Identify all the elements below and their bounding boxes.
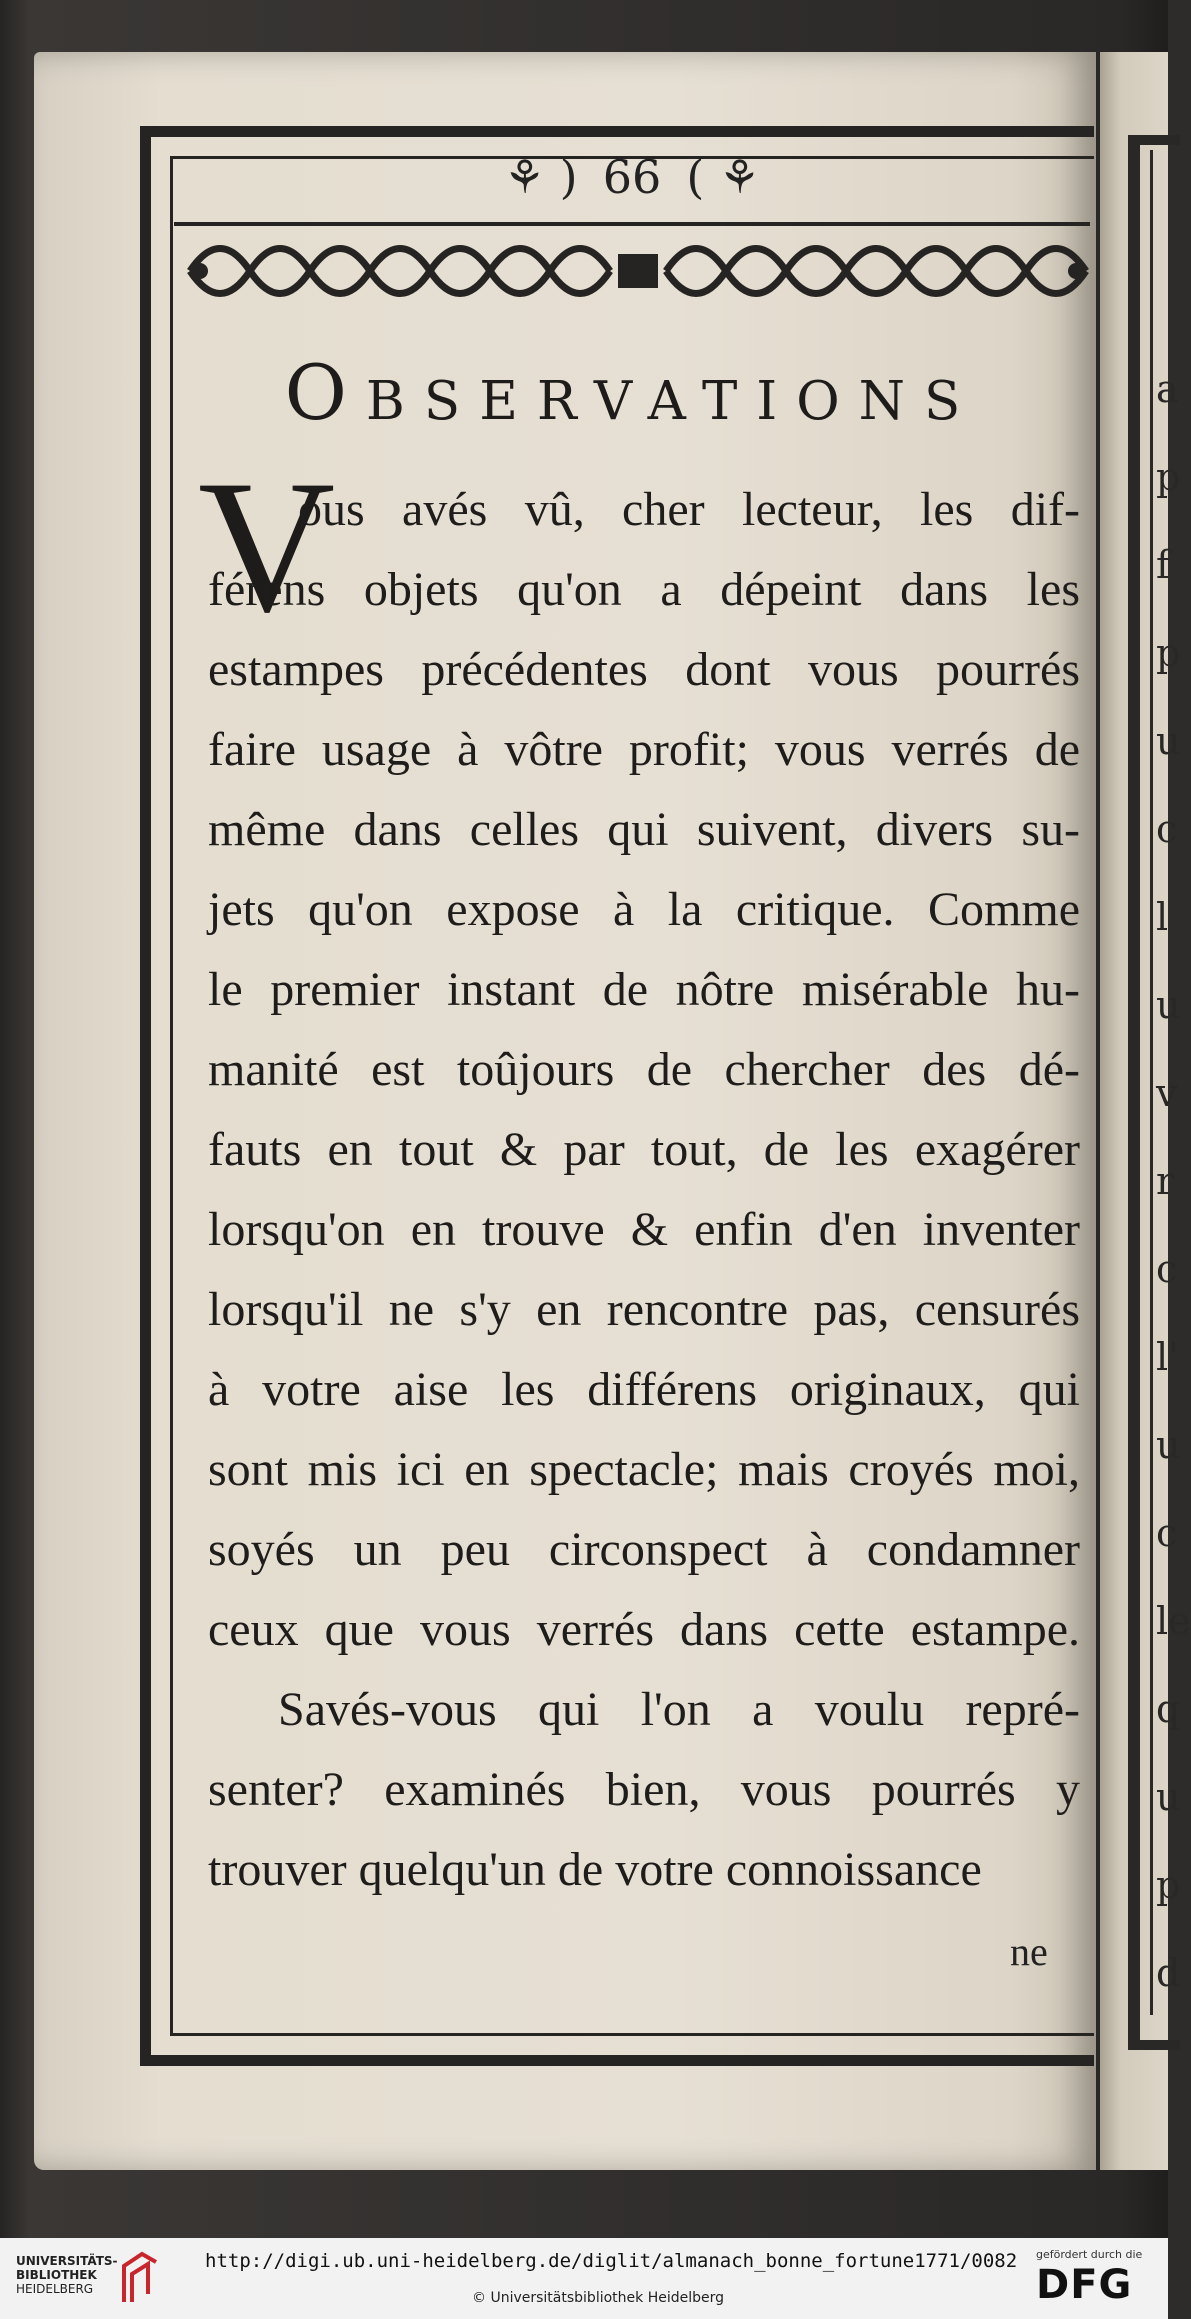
library-line-2: BIBLIOTHEK bbox=[16, 2268, 97, 2282]
university-library-logo-icon bbox=[118, 2248, 162, 2308]
head-rule bbox=[174, 222, 1090, 226]
facing-page-glyph: p bbox=[1156, 1863, 1181, 1907]
text-line: à votre aise les différens originaux, qui bbox=[208, 1363, 1080, 1416]
facing-page-glyph: c bbox=[1156, 807, 1178, 851]
text-line: même dans celles qui suivent, divers su- bbox=[208, 803, 1080, 856]
text-line: lorsqu'il ne s'y en rencontre pas, censurés bbox=[208, 1283, 1080, 1336]
facing-page-glyph: r bbox=[1156, 1159, 1175, 1203]
right-ornament: ( ⚘ bbox=[686, 150, 761, 204]
text-line: estampes précédentes dont vous pourrés bbox=[208, 643, 1080, 696]
page-number: 66 bbox=[602, 150, 662, 204]
facing-page-glyph: l' bbox=[1156, 1335, 1179, 1379]
text-line: trouver quelqu'un de votre connoissance bbox=[208, 1843, 982, 1896]
text-line: ous avés vû, cher lecteur, les dif- bbox=[298, 483, 1080, 536]
footer-bar bbox=[0, 2238, 1168, 2319]
left-ornament: ⚘ ) bbox=[503, 150, 578, 204]
facing-page-glyph: c bbox=[1156, 1247, 1178, 1291]
library-line-1: UNIVERSITÄTS- bbox=[16, 2254, 118, 2268]
facing-page-glyph: c bbox=[1156, 1511, 1178, 1555]
text-line: sont mis ici en spectacle; mais croyés moi, bbox=[208, 1443, 1080, 1496]
running-head bbox=[170, 150, 1094, 220]
catchword: ne bbox=[1010, 1929, 1048, 1974]
ornamental-band bbox=[190, 236, 1086, 306]
text-line: férens objets qu'on a dépeint dans les bbox=[208, 563, 1080, 616]
text-line: fauts en tout & par tout, de les exagérer bbox=[208, 1123, 1080, 1176]
dfg-logo: DFG bbox=[1036, 2262, 1133, 2308]
facing-page-glyph: u bbox=[1156, 1775, 1181, 1819]
document-url[interactable]: http://digi.ub.uni-heidelberg.de/diglit/almanach_bonne_fortune1771/0082 bbox=[205, 2250, 1018, 2272]
text-line: le premier instant de nôtre misérable hu- bbox=[208, 963, 1080, 1016]
facing-page-glyph: a bbox=[1156, 367, 1179, 411]
text-line: Savés-vous qui l'on a voulu repré- bbox=[278, 1683, 1080, 1736]
facing-page-glyph: u bbox=[1156, 719, 1181, 763]
facing-page-glyph: le bbox=[1156, 1599, 1191, 1643]
facing-page-glyph: p bbox=[1156, 631, 1181, 675]
drop-cap: V bbox=[198, 442, 336, 652]
text-line: ceux que vous verrés dans cette estampe. bbox=[208, 1603, 1080, 1656]
facing-page-glyph: l bbox=[1156, 895, 1169, 939]
facing-page-glyph: u bbox=[1156, 1423, 1181, 1467]
text-line: faire usage à vôtre profit; vous verrés de bbox=[208, 723, 1080, 776]
facing-page-glyph: p bbox=[1156, 455, 1181, 499]
facing-page-glyph: d bbox=[1156, 1951, 1181, 1995]
funded-by-label: gefördert durch die bbox=[1036, 2248, 1143, 2261]
text-line: jets qu'on expose à la critique. Comme bbox=[208, 883, 1080, 936]
text-line: soyés un peu circonspect à condamner bbox=[208, 1523, 1080, 1576]
facing-page-glyph: q bbox=[1156, 1687, 1181, 1731]
copyright-notice: © Universitätsbibliothek Heidelberg bbox=[472, 2290, 725, 2306]
facing-page-glyph: u bbox=[1156, 983, 1181, 1027]
text-line: manité est toûjours de chercher des dé- bbox=[208, 1043, 1080, 1096]
facing-page-glyph: v bbox=[1156, 1071, 1178, 1115]
text-line: lorsqu'on en trouve & enfin d'en inventer bbox=[208, 1203, 1080, 1256]
section-heading: Observations bbox=[284, 348, 980, 437]
facing-page-glyph: f bbox=[1156, 543, 1171, 587]
text-line: senter? examinés bien, vous pourrés y bbox=[208, 1763, 1080, 1816]
body-text bbox=[208, 470, 1080, 1910]
library-line-3: HEIDELBERG bbox=[16, 2282, 94, 2296]
